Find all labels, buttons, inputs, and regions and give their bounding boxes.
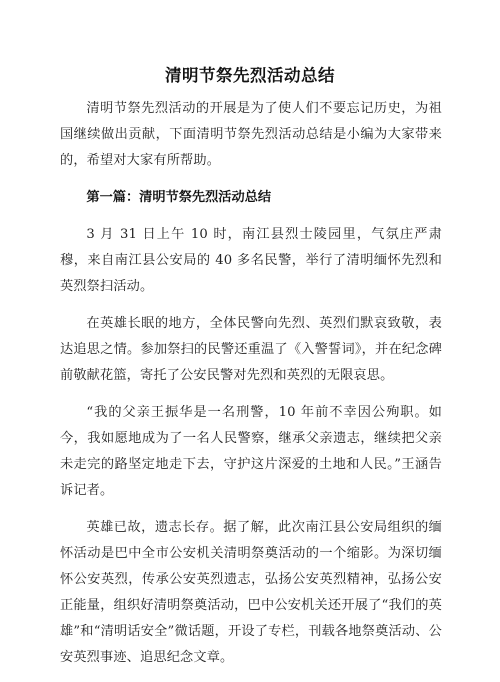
section-heading: 第一篇：清明节祭先烈活动总结: [86, 190, 272, 205]
document-title: 清明节祭先烈活动总结: [165, 66, 335, 85]
body-paragraph: “我的父亲王振华是一名刑警，10 年前不幸因公殉职。如今，我如愿地成为了一名人民警察，继承父亲遗志，继续把父亲未走完的路坚定地走下去，守护这片深爱的土地和人民。”王涵告诉记者。: [60, 405, 442, 498]
intro-paragraph: 清明节祭先烈活动的开展是为了使人们不要忘记历史，为祖国继续做出贡献，下面清明节祭先烈活动总结是小编为大家带来的，希望对大家有所帮助。: [60, 101, 442, 168]
body-paragraph: 3 月 31 日上午 10 时，南江县烈士陵园里，气氛庄严肃穆，来自南江县公安局的 40 多名民警，举行了清明缅怀先烈和英烈祭扫活动。: [60, 227, 442, 294]
body-paragraph: 英雄已故，遗志长存。据了解，此次南江县公安局组织的缅怀活动是巴中全市公安机关清明祭奠活动的一个缩影。为深切缅怀公安英烈，传承公安英烈遗志，弘扬公安英烈精神，弘扬公安正能量，组织好清明祭奠活动，巴中公安机关还开展了“我们的英雄”和“清明话安全”微话题，开设了专栏，刊载各地祭奠活动、公安英烈事迹、追思纪念文章。: [60, 520, 442, 665]
body-paragraph: 在英雄长眠的地方，全体民警向先烈、英烈们默哀致敬，表达追思之情。参加祭扫的民警还重温了《入警誓词》，并在纪念碑前敬献花篮，寄托了公安民警对先烈和英烈的无限哀思。: [60, 316, 442, 383]
document-body: [60, 96, 442, 682]
